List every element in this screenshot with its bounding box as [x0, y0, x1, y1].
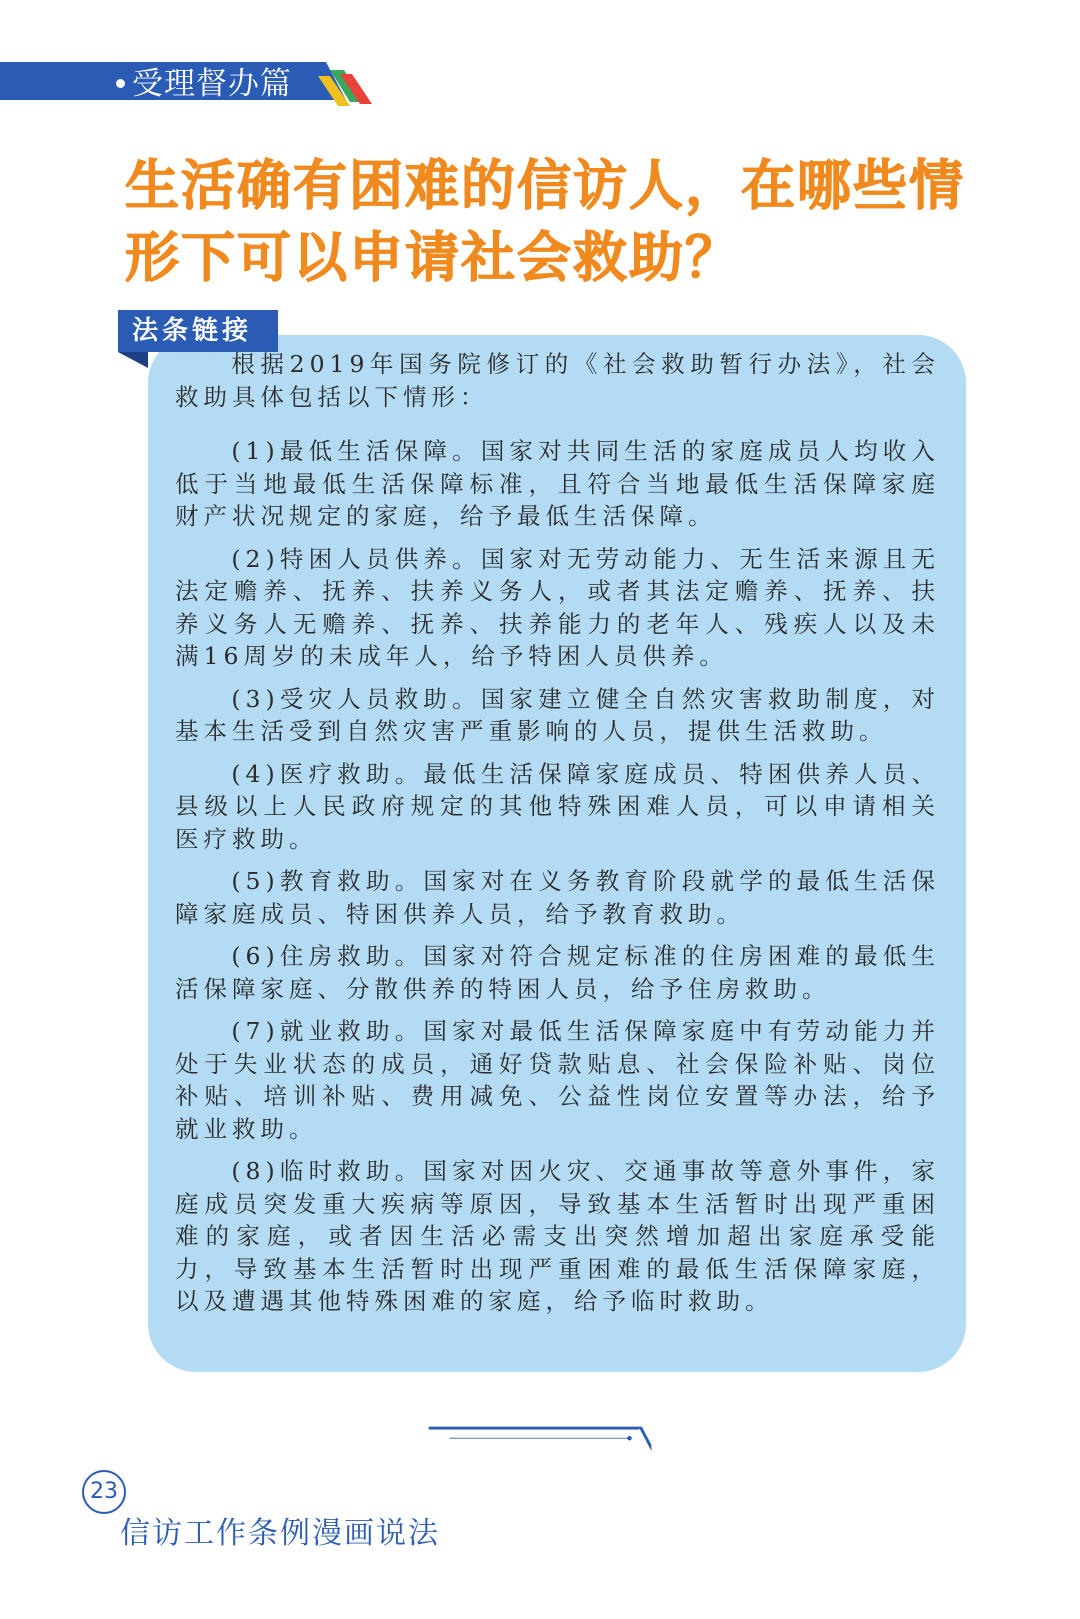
law-item: (7)就业救助。国家对最低生活保障家庭中有劳动能力并处于失业状态的成员，通好贷款贴息、社会保险补贴、岗位补贴、培训补贴、费用减免、公益性岗位安置等办法，给予就业救助。	[175, 1017, 940, 1143]
tag-corner-icon	[118, 352, 158, 370]
law-content	[175, 348, 940, 1328]
law-item: (2)特困人员供养。国家对无劳动能力、无生活来源且无法定赡养、抚养、扶养义务人，或者其法定赡养、抚养、扶养义务人无赡养、抚养、扶养能力的老年人、残疾人以及未满16周岁的未成年人，给予特困人员供养。	[175, 544, 940, 670]
law-item: (8)临时救助。国家对因火灾、交通事故等意外事件，家庭成员突发重大疾病等原因，导致基本生活暂时出现严重困难的家庭，或者因生活必需支出突然增加超出家庭承受能力，导致基本生活暂时出现严重困难的最低生活保障家庭，以及遭遇其他特殊困难的家庭，给予临时救助。	[175, 1157, 940, 1315]
law-item: (4)医疗救助。最低生活保障家庭成员、特困供养人员、县级以上人民政府规定的其他特殊困难人员，可以申请相关医疗救助。	[175, 759, 940, 853]
page-title: 生活确有困难的信访人，在哪些情形下可以申请社会救助？	[125, 154, 965, 289]
section-label: 受理督办篇	[132, 66, 292, 102]
law-item: (5)教育救助。国家对在义务教育阶段就学的最低生活保障家庭成员、特困供养人员，给予教育救助。	[175, 867, 940, 928]
law-item: (3)受灾人员救助。国家建立健全自然灾害救助制度，对基本生活受到自然灾害严重影响的人员，提供生活救助。	[175, 684, 940, 745]
law-lead: 根据2019年国务院修订的《社会救助暂行办法》，社会救助具体包括以下情形：	[175, 350, 940, 411]
law-item: (6)住房救助。国家对符合规定标准的住房困难的最低生活保障家庭、分散供养的特困人员，给予住房救助。	[175, 942, 940, 1003]
law-item: (1)最低生活保障。国家对共同生活的家庭成员人均收入低于当地最低生活保障标准，且符合当地最低生活保障家庭财产状况规定的家庭，给予最低生活保障。	[175, 437, 940, 530]
footer-decoration	[0, 1425, 1080, 1465]
page-number: 23	[82, 1470, 126, 1514]
law-tag-label: 法条链接	[118, 310, 278, 352]
book-title: 信访工作条例漫画说法	[120, 1516, 440, 1551]
